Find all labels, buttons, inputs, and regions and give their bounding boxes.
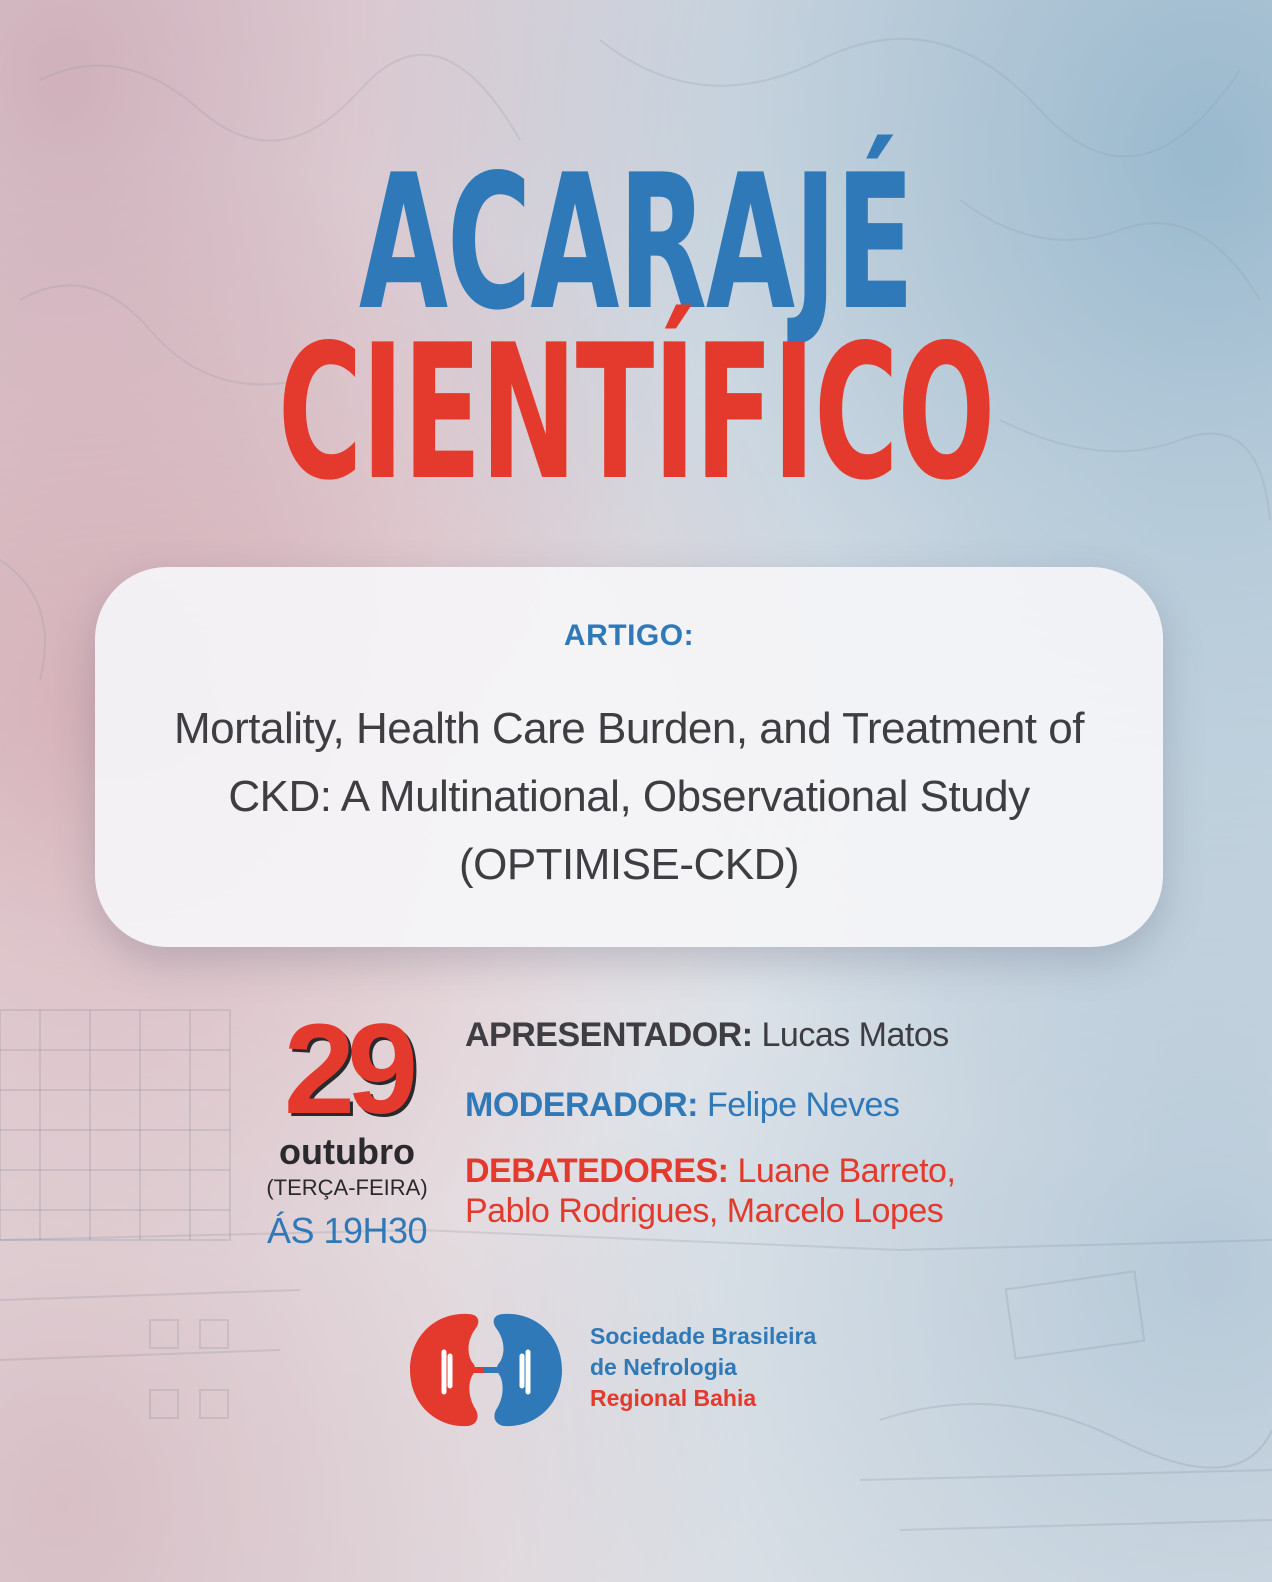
event-weekday: (TERÇA-FEIRA) — [266, 1175, 428, 1200]
debaters-names-1: Luane Barreto, — [737, 1152, 956, 1190]
article-label: ARTIGO: — [563, 619, 695, 652]
debaters-names-2: Pablo Rodrigues, Marcelo Lopes — [465, 1192, 944, 1230]
moderator-label: MODERADOR: — [465, 1086, 698, 1124]
event-day: 29 — [283, 998, 411, 1141]
organization-line-1: Sociedade Brasileira — [590, 1323, 817, 1349]
event-title-line-1: ACARAJÉ — [358, 134, 914, 351]
article-title: Mortality, Health Care Burden, and Treatment of CKD: A Multinational, Observational Study (OPTIMISE-CKD) — [174, 704, 1084, 889]
organization-line-3: Regional Bahia — [590, 1385, 757, 1411]
event-date — [252, 998, 442, 1254]
event-time: ÁS 19H30 — [266, 1210, 428, 1251]
moderator-line — [465, 1085, 1085, 1125]
debaters-label: DEBATEDORES: — [465, 1152, 729, 1190]
moderator-name: Felipe Neves — [706, 1086, 900, 1124]
debaters-line — [465, 1151, 1085, 1231]
presenter-name: Lucas Matos — [761, 1016, 949, 1054]
organization-name — [590, 1321, 816, 1414]
presenter-label: APRESENTADOR: — [465, 1016, 753, 1054]
presenter-line — [465, 1015, 1085, 1055]
organization-line-2: de Nefrologia — [590, 1354, 737, 1380]
event-month: outubro — [279, 1131, 415, 1172]
participants — [465, 1015, 1085, 1231]
kidney-logo-icon — [406, 1308, 566, 1432]
article-card — [95, 567, 1163, 947]
event-title-line-2: CIENTÍFICO — [277, 304, 995, 521]
